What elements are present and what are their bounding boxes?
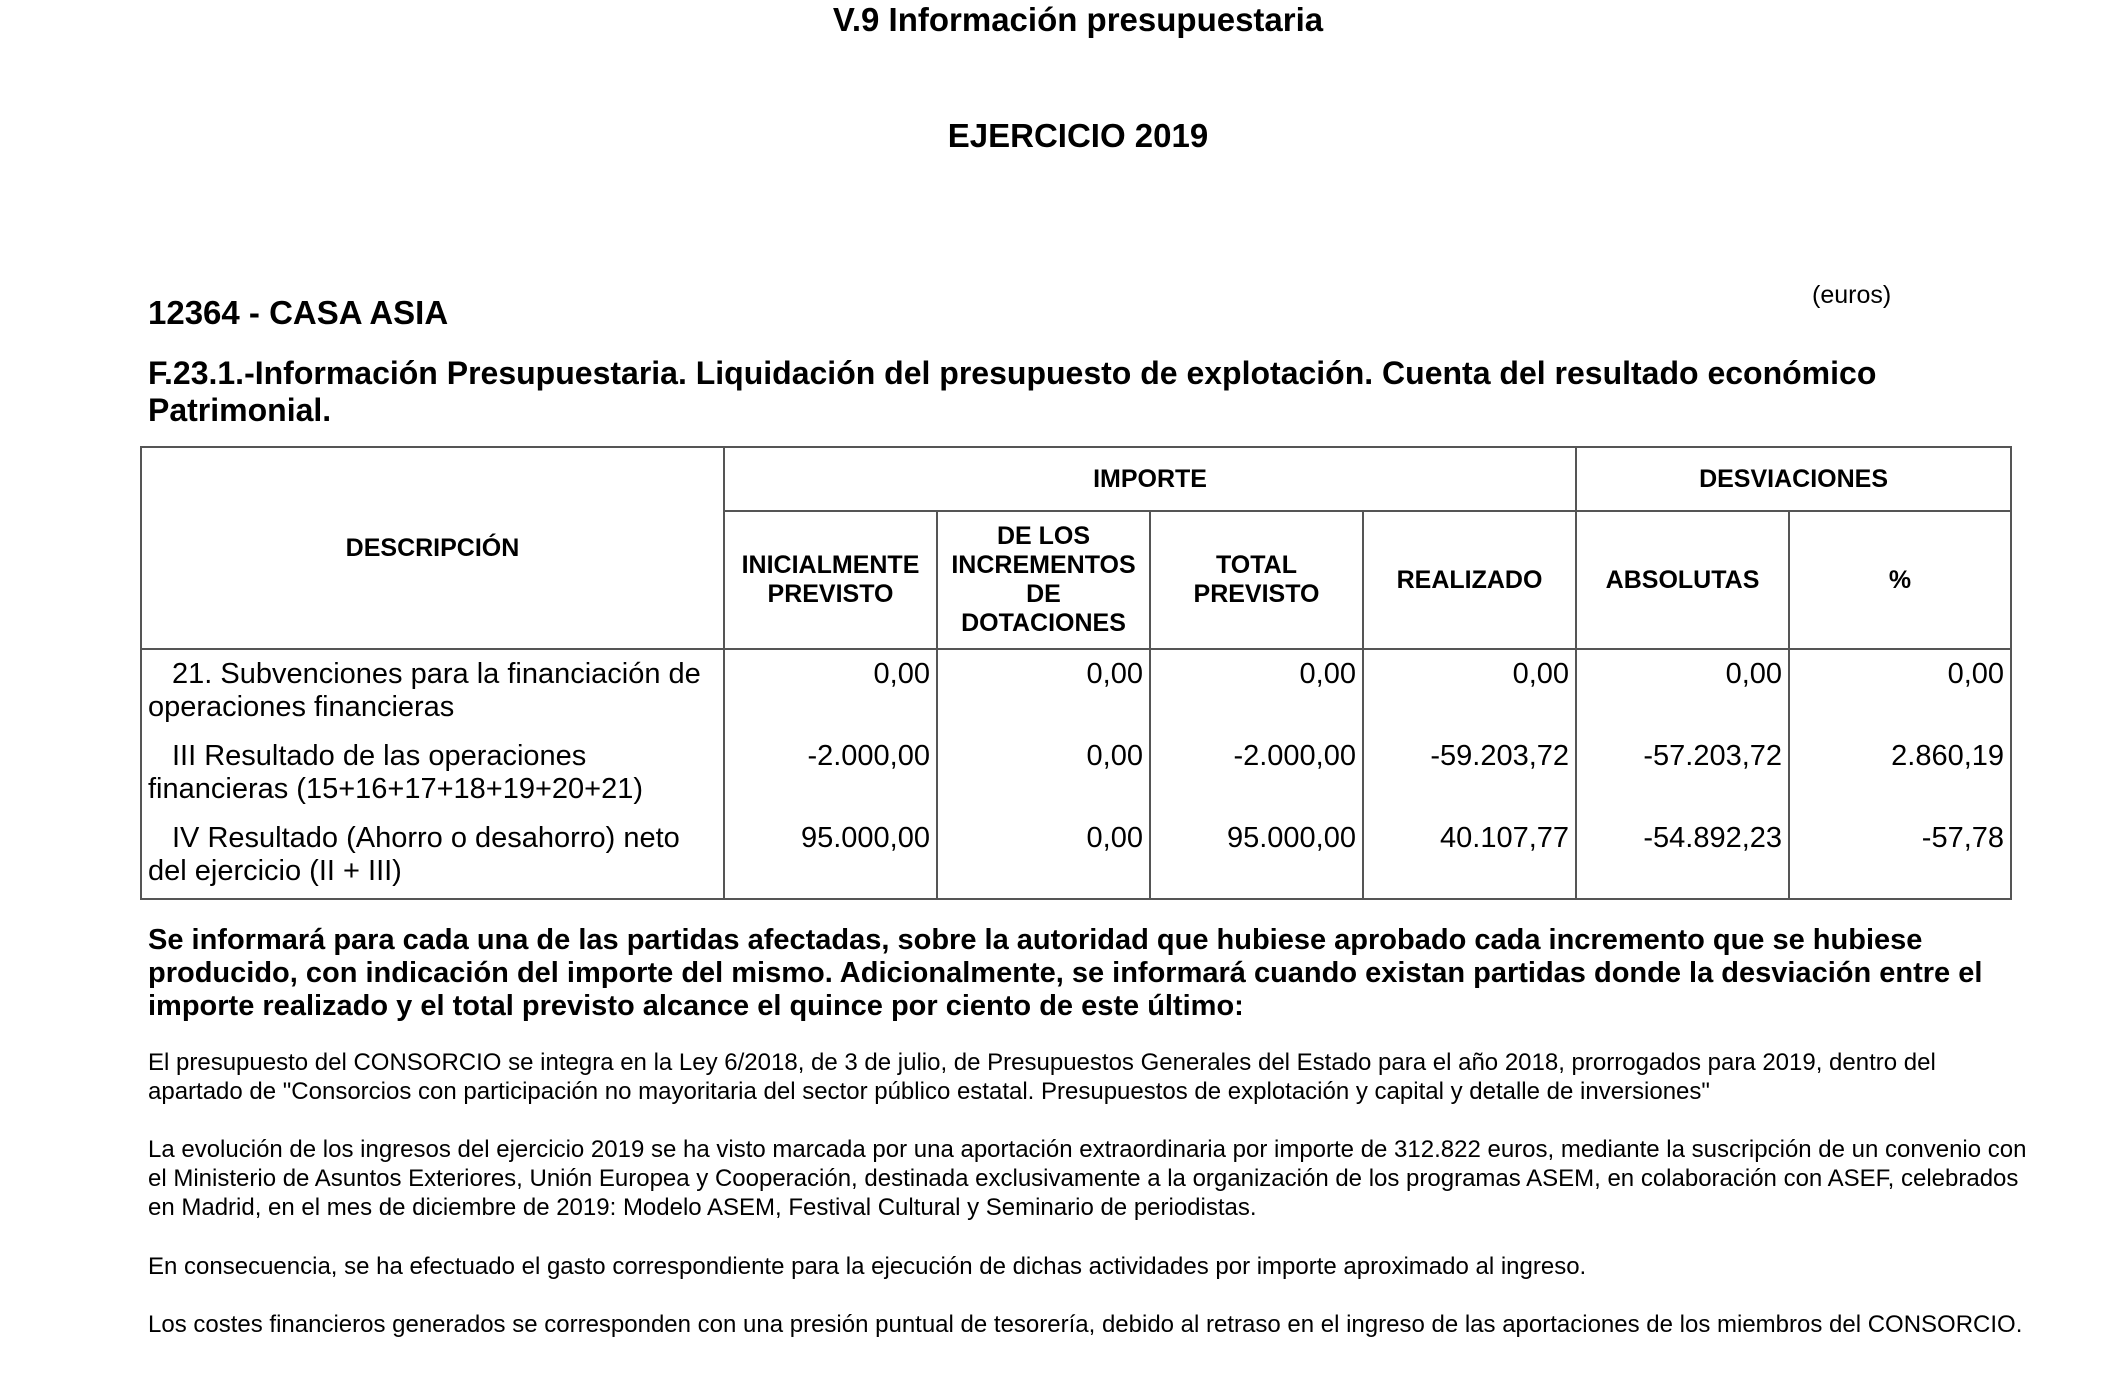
header-total-previsto: TOTAL PREVISTO — [1150, 511, 1363, 649]
instructions-note: Se informará para cada una de las partidas afectadas, sobre la autoridad que hubiese aprobado cada incremento que se hubiese producido, con indicación del importe del mismo. Adicionalmente, se informará cuando existan partidas donde la desviación entre el importe realizado y el total previsto alcance el quince por ciento de este último: — [148, 924, 1983, 1022]
header-porcentaje: % — [1789, 511, 2011, 649]
header-importe: IMPORTE — [724, 447, 1576, 511]
header-descripcion: DESCRIPCIÓN — [141, 447, 724, 649]
cell-porcentaje: -57,78 — [1789, 814, 2011, 899]
row-description: III Resultado de las operaciones financieras (15+16+17+18+19+20+21) — [141, 732, 724, 814]
currency-units: (euros) — [1812, 281, 1892, 309]
cell-porcentaje: 0,00 — [1789, 649, 2011, 732]
cell-incrementos: 0,00 — [937, 814, 1150, 899]
page-title: V.9 Información presupuestaria — [832, 1, 1324, 38]
cell-absolutas: 0,00 — [1576, 649, 1789, 732]
cell-inicialmente-previsto: 0,00 — [724, 649, 937, 732]
table-row — [141, 649, 2011, 732]
header-desviaciones: DESVIACIONES — [1576, 447, 2011, 511]
cell-total-previsto: -2.000,00 — [1150, 732, 1363, 814]
budget-table — [140, 446, 2012, 900]
table-row — [141, 814, 2011, 899]
paragraph-financial-costs: Los costes financieros generados se corresponden con una presión puntual de tesorería, debido al retraso en el ingreso de las aportaciones de los miembros del CONSORCIO. — [148, 1311, 2023, 1338]
cell-absolutas: -54.892,23 — [1576, 814, 1789, 899]
section-title: F.23.1.-Información Presupuestaria. Liquidación del presupuesto de explotación. Cuenta del resultado económico Patrimonial. — [148, 355, 1877, 428]
cell-incrementos: 0,00 — [937, 649, 1150, 732]
cell-realizado: 0,00 — [1363, 649, 1576, 732]
row-description: 21. Subvenciones para la financiación de operaciones financieras — [141, 649, 724, 732]
cell-porcentaje: 2.860,19 — [1789, 732, 2011, 814]
cell-realizado: -59.203,72 — [1363, 732, 1576, 814]
header-absolutas: ABSOLUTAS — [1576, 511, 1789, 649]
row-description: IV Resultado (Ahorro o desahorro) neto del ejercicio (II + III) — [141, 814, 724, 899]
cell-inicialmente-previsto: -2.000,00 — [724, 732, 937, 814]
cell-inicialmente-previsto: 95.000,00 — [724, 814, 937, 899]
table-row — [141, 732, 2011, 814]
entity-name: 12364 - CASA ASIA — [148, 294, 449, 331]
cell-realizado: 40.107,77 — [1363, 814, 1576, 899]
paragraph-income-evolution: La evolución de los ingresos del ejercicio 2019 se ha visto marcada por una aportación extraordinaria por importe de 312.822 euros, mediante la suscripción de un convenio con el Ministerio de Asuntos Exteriores, Unión Europea y Cooperación, destinada exclusivamente a la organización de los programas ASEM, en colaboración con ASEF, celebrados en Madrid, en el mes de diciembre de 2019: Modelo ASEM, Festival Cultural y Seminario de periodistas. — [148, 1136, 2027, 1221]
fiscal-year-title: EJERCICIO 2019 — [947, 117, 1209, 154]
cell-total-previsto: 0,00 — [1150, 649, 1363, 732]
paragraph-budget-law: El presupuesto del CONSORCIO se integra en la Ley 6/2018, de 3 de julio, de Presupuestos Generales del Estado para el año 2018, prorrogados para 2019, dentro del apartado de "Consorcios con participación no mayoritaria del sector público estatal. Presupuestos de explotación y capital y detalle de inversiones" — [148, 1049, 1936, 1105]
cell-incrementos: 0,00 — [937, 732, 1150, 814]
cell-absolutas: -57.203,72 — [1576, 732, 1789, 814]
header-inicialmente-previsto: INICIALMENTE PREVISTO — [724, 511, 937, 649]
cell-total-previsto: 95.000,00 — [1150, 814, 1363, 899]
header-incrementos-dotaciones: DE LOS INCREMENTOS DE DOTACIONES — [937, 511, 1150, 649]
paragraph-expense: En consecuencia, se ha efectuado el gasto correspondiente para la ejecución de dichas actividades por importe aproximado al ingreso. — [148, 1253, 1587, 1280]
header-realizado: REALIZADO — [1363, 511, 1576, 649]
